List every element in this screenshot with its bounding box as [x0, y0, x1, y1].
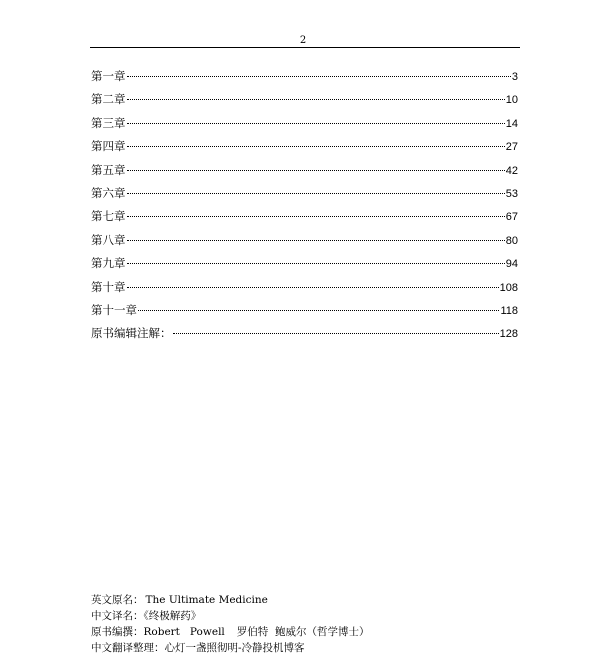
table-of-contents — [91, 66, 518, 347]
chinese-title-value: 《终极解药》 — [143, 610, 202, 622]
editor-first-name: Robert — [143, 626, 180, 638]
toc-entry-chapter-7[interactable] — [91, 206, 518, 229]
translator-line — [91, 640, 531, 656]
toc-entry-title: 第七章 — [91, 209, 126, 224]
toc-entry-chapter-1[interactable] — [91, 66, 518, 89]
toc-dot-leader — [127, 287, 499, 288]
toc-dot-leader — [127, 216, 505, 217]
original-title-label: 英文原名： — [91, 594, 144, 606]
translator-value: 心灯一盏照彻明-冷静投机博客 — [164, 642, 305, 654]
toc-entry-title: 第三章 — [91, 115, 126, 130]
toc-entry-title: 第十一章 — [91, 302, 137, 317]
toc-dot-leader — [127, 170, 505, 171]
toc-dot-leader — [127, 76, 511, 77]
toc-dot-leader — [127, 99, 505, 100]
page-number: 2 — [299, 35, 307, 46]
chinese-title-line — [91, 608, 531, 624]
toc-entry-page: 128 — [499, 328, 518, 341]
editor-chinese-name: 罗伯特 鲍威尔 — [236, 626, 307, 638]
toc-dot-leader — [173, 333, 499, 334]
toc-entry-page: 118 — [500, 304, 518, 317]
toc-entry-chapter-6[interactable] — [91, 183, 518, 206]
toc-entry-page: 80 — [505, 234, 518, 247]
toc-dot-leader — [127, 240, 505, 241]
editor-label: 原书编撰： — [91, 626, 144, 638]
translator-label: 中文翻译整理： — [91, 642, 165, 654]
toc-entry-page: 10 — [505, 94, 518, 107]
toc-entry-page: 14 — [505, 117, 518, 130]
toc-entry-page: 67 — [505, 211, 518, 224]
toc-entry-chapter-10[interactable] — [91, 277, 518, 300]
toc-entry-chapter-3[interactable] — [91, 113, 518, 136]
editor-line — [91, 624, 531, 640]
toc-dot-leader — [127, 146, 505, 147]
toc-entry-page: 94 — [505, 258, 518, 271]
toc-entry-title: 第五章 — [91, 162, 126, 177]
toc-entry-page: 42 — [505, 164, 518, 177]
chinese-title-label: 中文译名： — [91, 610, 144, 622]
toc-entry-page: 27 — [505, 141, 518, 154]
toc-entry-title: 原书编辑注解： — [91, 326, 172, 341]
toc-dot-leader — [127, 193, 505, 194]
toc-entry-page: 53 — [505, 187, 518, 200]
header-rule — [90, 47, 520, 48]
toc-entry-chapter-8[interactable] — [91, 230, 518, 253]
editor-degree: （哲学博士） — [306, 626, 370, 638]
toc-entry-title: 第一章 — [91, 69, 126, 83]
toc-entry-page: 108 — [499, 281, 518, 294]
toc-entry-title: 第九章 — [91, 256, 126, 271]
toc-entry-chapter-11[interactable] — [91, 300, 518, 323]
toc-entry-title: 第四章 — [91, 139, 126, 154]
toc-entry-title: 第二章 — [91, 92, 126, 107]
colophon — [91, 592, 531, 656]
toc-dot-leader — [138, 310, 499, 311]
original-title-line — [91, 592, 531, 608]
toc-entry-page: 3 — [511, 71, 518, 83]
toc-entry-chapter-2[interactable] — [91, 89, 518, 112]
toc-entry-editor-notes[interactable] — [91, 323, 518, 346]
toc-entry-title: 第八章 — [91, 232, 126, 247]
toc-dot-leader — [127, 263, 505, 264]
toc-entry-title: 第六章 — [91, 185, 126, 200]
original-title-value: The Ultimate Medicine — [145, 594, 268, 606]
toc-entry-chapter-4[interactable] — [91, 136, 518, 159]
toc-entry-title: 第十章 — [91, 279, 126, 294]
toc-dot-leader — [127, 123, 505, 124]
toc-entry-chapter-5[interactable] — [91, 160, 518, 183]
toc-entry-chapter-9[interactable] — [91, 253, 518, 276]
editor-last-name: Powell — [189, 626, 225, 638]
